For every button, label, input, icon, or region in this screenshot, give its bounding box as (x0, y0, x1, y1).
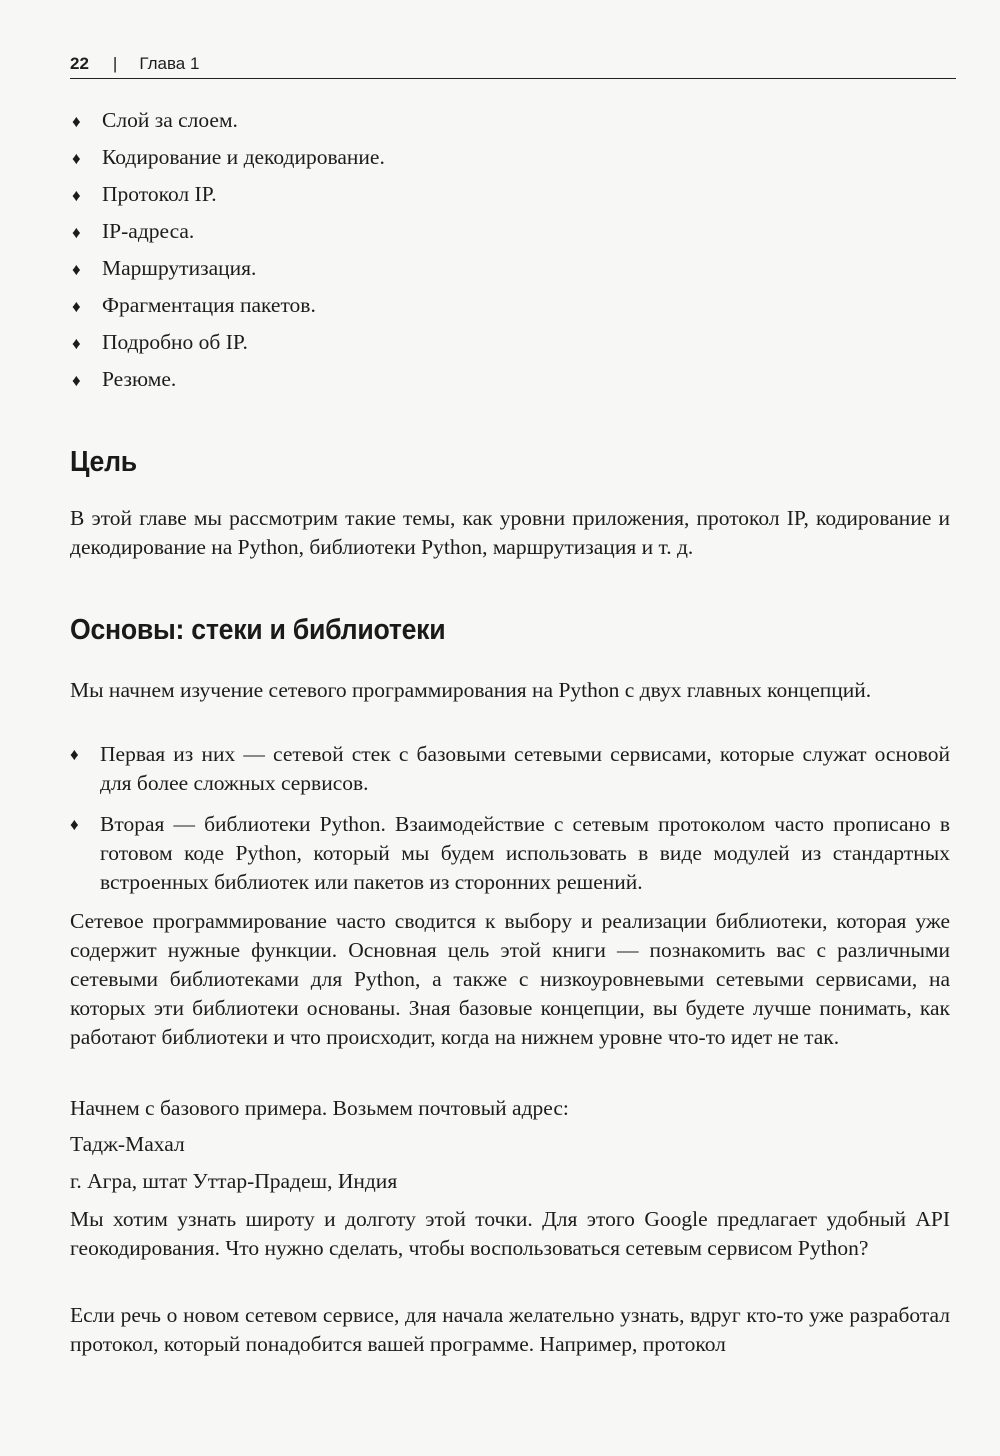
list-item (72, 176, 952, 213)
diamond-bullet-icon: ♦ (72, 334, 81, 353)
list-item-text: Подробно об IP. (102, 330, 248, 354)
list-item (72, 139, 952, 176)
diamond-bullet-icon: ♦ (70, 815, 79, 834)
list-item-text: Протокол IP. (102, 182, 217, 206)
example-intro-paragraph: Начнем с базового примера. Возьмем почтовый адрес: (70, 1096, 569, 1120)
list-item (70, 740, 950, 798)
running-header (70, 54, 956, 74)
section-heading-goal: Цель (70, 446, 137, 478)
list-item (72, 213, 952, 250)
list-item-text: Первая из них — сетевой стек с базовыми сетевыми сервисами, которые служат основой для более сложных сервисов. (100, 742, 950, 795)
diamond-bullet-icon: ♦ (72, 186, 81, 205)
section-heading-basics: Основы: стеки и библиотеки (70, 614, 446, 646)
header-rule (70, 78, 956, 79)
diamond-bullet-icon: ♦ (72, 149, 81, 168)
list-item (72, 324, 952, 361)
list-item-text: Фрагментация пакетов. (102, 293, 316, 317)
list-item (72, 102, 952, 139)
list-item-text: Кодирование и декодирование. (102, 145, 385, 169)
list-item-text: Слой за слоем. (102, 108, 238, 132)
list-item-text: IP-адреса. (102, 219, 195, 243)
diamond-bullet-icon: ♦ (72, 223, 81, 242)
list-item (72, 361, 952, 398)
diamond-bullet-icon: ♦ (72, 297, 81, 316)
diamond-bullet-icon: ♦ (70, 745, 79, 764)
intro-paragraph: Мы начнем изучение сетевого программирования на Python с двух главных концепций. (70, 678, 872, 702)
goal-paragraph: В этой главе мы рассмотрим такие темы, как уровни приложения, протокол IP, кодирование и декодирование на Python, библиотеки Python, маршрутизация и т. д. (70, 506, 950, 559)
list-item-text: Резюме. (102, 367, 177, 391)
list-item (70, 810, 950, 897)
list-item-text: Маршрутизация. (102, 256, 257, 280)
list-item-text: Вторая — библиотеки Python. Взаимодействие с сетевым протоколом часто прописано в готовом коде Python, который мы будем использовать в виде модулей из стандартных встроенных библиотек или пакетов из сторонних решений. (100, 812, 950, 894)
geocoding-paragraph: Мы хотим узнать широту и долготу этой точки. Для этого Google предлагает удобный API геокодирования. Что нужно сделать, чтобы воспользоваться сетевым сервисом Python? (70, 1207, 950, 1260)
list-item (72, 287, 952, 324)
network-programming-paragraph: Сетевое программирование часто сводится к выбору и реализации библиотеки, которая уже содержит нужные функции. Основная цель этой книги — познакомить вас с различными сетевыми библиотеками для Python, а также с низкоуровневыми сетевыми сервисами, на которых эти библиотеки основаны. Зная базовые концепции, вы будете лучше понимать, как работают библиотеки и что происходит, когда на нижнем уровне что-то идет не так. (70, 909, 950, 1049)
page-number: 22 (70, 54, 89, 73)
protocol-paragraph: Если речь о новом сетевом сервисе, для начала желательно узнать, вдруг кто-то уже разработал протокол, который понадобится вашей программе. Например, протокол (70, 1303, 950, 1356)
diamond-bullet-icon: ♦ (72, 260, 81, 279)
topics-list (72, 102, 952, 398)
diamond-bullet-icon: ♦ (72, 371, 81, 390)
list-item (72, 250, 952, 287)
chapter-label: Глава 1 (139, 54, 200, 73)
address-line-1: Тадж-Махал (70, 1132, 185, 1156)
address-line-2: г. Агра, штат Уттар-Прадеш, Индия (70, 1169, 398, 1193)
header-separator: | (112, 54, 118, 73)
diamond-bullet-icon: ♦ (72, 112, 81, 131)
